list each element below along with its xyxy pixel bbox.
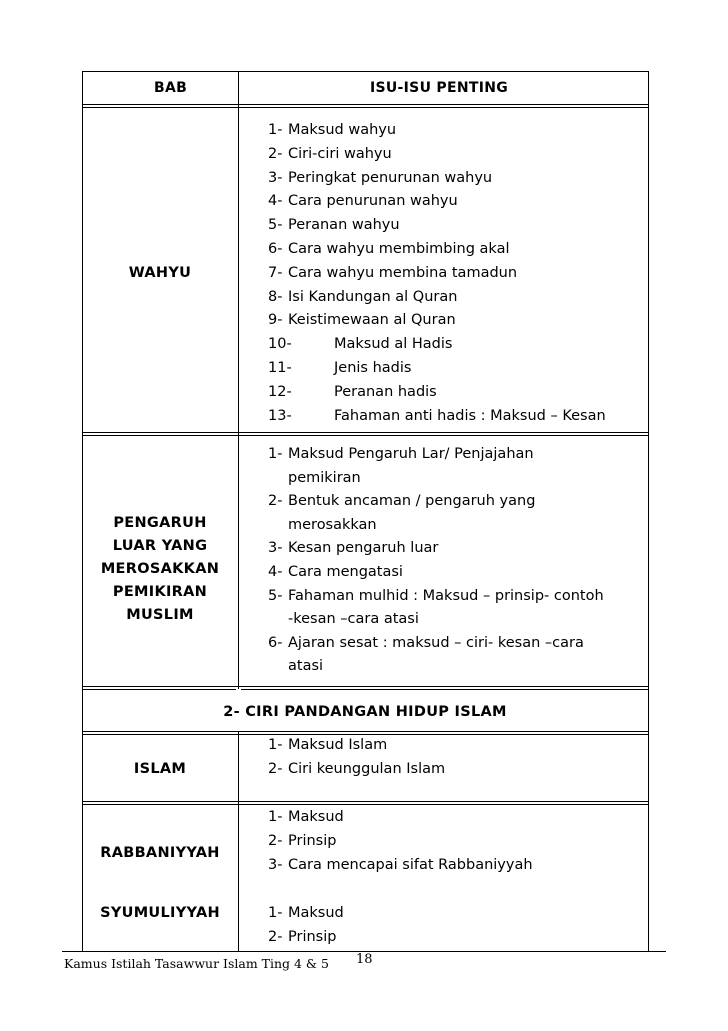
list-item: 1- Maksud Islam [268, 737, 388, 753]
list-item: 2- Bentuk ancaman / pengaruh yang merosakkan [268, 493, 536, 533]
list-item: 7- Cara wahyu membina tamadun [268, 264, 518, 281]
section-title: 2- CIRI PANDANGAN HIDUP ISLAM [223, 704, 507, 720]
row-divider [82, 686, 648, 690]
islam-issue-list [268, 734, 445, 782]
rabbaniyyah-issue-list [268, 806, 533, 877]
bab-syumuliyyah: SYUMULIYYAH [100, 905, 220, 921]
bab-rabbaniyyah: RABBANIYYAH [100, 845, 220, 861]
syumuliyyah-issue-list [268, 902, 344, 950]
row-divider [82, 801, 648, 805]
list-item: 3- Peringkat penurunan wahyu [268, 169, 493, 186]
list-item: 1- Maksud [268, 905, 344, 921]
list-item: 8- Isi Kandungan al Quran [268, 288, 458, 305]
list-item: 2- Prinsip [268, 832, 337, 849]
list-item: 5- Fahaman mulhid : Maksud – prinsip- contoh -kesan –cara atasi [268, 587, 604, 628]
column-divider [238, 71, 239, 951]
list-item: 11- Jenis hadis [268, 359, 412, 376]
wahyu-issue-list [268, 119, 606, 428]
row-divider [82, 432, 648, 436]
bab-wahyu: WAHYU [128, 265, 192, 281]
list-item: 10- Maksud al Hadis [268, 336, 453, 353]
header-bab: BAB [154, 80, 188, 96]
bab-line: MEROSAKKAN [100, 561, 220, 577]
bab-line: PENGARUH [113, 515, 207, 531]
list-item: 1- Maksud [268, 809, 344, 825]
list-item: 1- Maksud wahyu [268, 122, 397, 138]
list-item: 6- Ajaran sesat : maksud – ciri- kesan –cara atasi [268, 634, 584, 675]
list-item: 3- Cara mencapai sifat Rabbaniyyah [268, 856, 533, 873]
header-isu: ISU-ISU PENTING [370, 80, 509, 96]
list-item: 4- Cara penurunan wahyu [268, 193, 458, 210]
bab-islam: ISLAM [133, 761, 187, 777]
pengaruh-issue-list [268, 443, 604, 679]
list-item: 6- Cara wahyu membimbing akal [268, 240, 510, 257]
bab-line: LUAR YANG [112, 538, 208, 554]
list-item: 3- Kesan pengaruh luar [268, 540, 439, 557]
list-item: 2- Ciri-ciri wahyu [268, 145, 392, 162]
bab-line: PEMIKIRAN [112, 584, 208, 600]
list-item: 1- Maksud Pengaruh Lar/ Penjajahan pemikiran [268, 446, 534, 486]
footer-text: Kamus Istilah Tasawwur Islam Ting 4 & 5 [64, 956, 329, 971]
list-item: 5- Peranan wahyu [268, 217, 400, 234]
list-item: 13- Fahaman anti hadis : Maksud – Kesan [268, 407, 606, 424]
list-item: 12- Peranan hadis [268, 383, 437, 400]
bab-line: MUSLIM [126, 607, 194, 623]
page-number: 18 [356, 952, 373, 967]
list-item: 2- Ciri keunggulan Islam [268, 760, 446, 777]
bab-pengaruh [82, 512, 238, 627]
list-item: 9- Keistimewaan al Quran [268, 312, 456, 329]
row-divider [82, 104, 648, 108]
list-item: 2- Prinsip [268, 928, 337, 945]
list-item: 4- Cara mengatasi [268, 563, 403, 580]
